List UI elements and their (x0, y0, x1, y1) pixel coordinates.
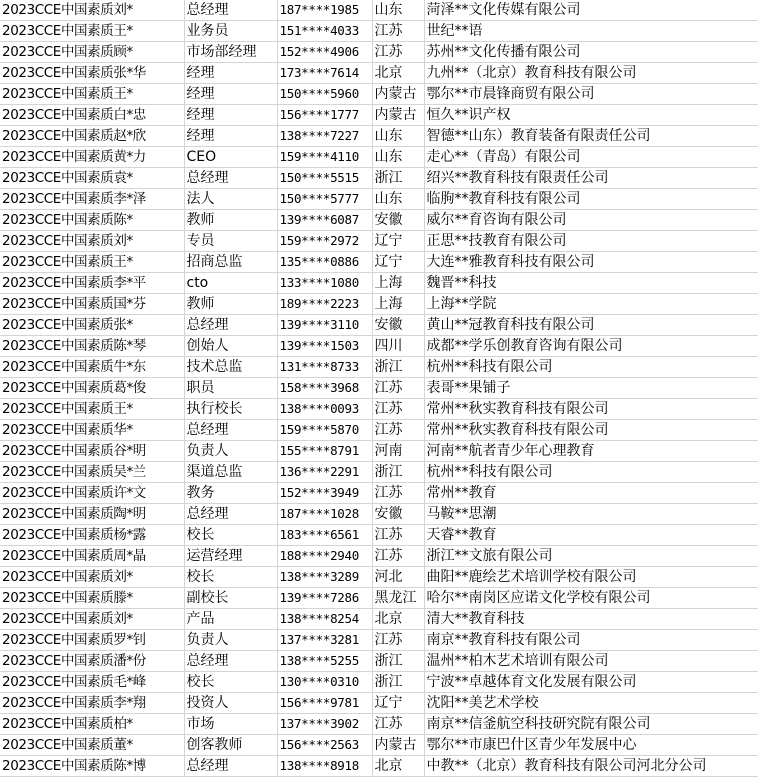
table-row (0, 756, 758, 777)
phone-cell[interactable]: 156****2563 (277, 735, 372, 756)
table-row (0, 147, 758, 168)
company-cell[interactable]: 威尔**育咨询有限公司 (424, 210, 758, 231)
phone-cell[interactable]: 151****4033 (277, 21, 372, 42)
attendee-cell[interactable]: 2023CCE中国素质李*平 (0, 273, 184, 294)
company-cell[interactable]: 中教**（北京）教育科技有限公司河北分公司 (424, 756, 758, 777)
province-cell[interactable]: 山东 (372, 126, 424, 147)
phone-cell[interactable]: 130****0310 (277, 672, 372, 693)
attendee-cell[interactable]: 2023CCE中国素质罗*钊 (0, 630, 184, 651)
attendee-cell[interactable]: 2023CCE中国素质陈*琴 (0, 336, 184, 357)
attendee-cell[interactable]: 2023CCE中国素质张*华 (0, 63, 184, 84)
province-cell[interactable]: 四川 (372, 336, 424, 357)
title-cell[interactable]: 教师 (184, 210, 277, 231)
province-cell[interactable]: 安徽 (372, 315, 424, 336)
attendee-cell[interactable]: 2023CCE中国素质袁* (0, 168, 184, 189)
phone-cell[interactable]: 155****8791 (277, 441, 372, 462)
company-cell[interactable]: 河南**航者青少年心理教育 (424, 441, 758, 462)
title-cell[interactable]: 总经理 (184, 168, 277, 189)
title-cell[interactable]: 总经理 (184, 756, 277, 777)
title-cell[interactable]: 投资人 (184, 693, 277, 714)
table-row (0, 63, 758, 84)
table-row (0, 735, 758, 756)
phone-cell[interactable]: 159****5870 (277, 420, 372, 441)
phone-cell[interactable]: 138****8254 (277, 609, 372, 630)
phone-cell[interactable]: 137****3902 (277, 714, 372, 735)
attendee-cell[interactable]: 2023CCE中国素质谷*明 (0, 441, 184, 462)
title-cell[interactable]: CEO (184, 147, 277, 168)
province-cell[interactable]: 河北 (372, 567, 424, 588)
phone-cell[interactable]: 138****7227 (277, 126, 372, 147)
title-cell[interactable]: 经理 (184, 126, 277, 147)
phone-cell[interactable]: 183****6561 (277, 525, 372, 546)
company-cell[interactable]: 沈阳**美艺术学校 (424, 693, 758, 714)
company-cell[interactable]: 世纪**语 (424, 21, 758, 42)
company-cell[interactable]: 表哥**果铺子 (424, 378, 758, 399)
title-cell[interactable]: 市场部经理 (184, 42, 277, 63)
attendee-cell[interactable]: 2023CCE中国素质陈* (0, 210, 184, 231)
attendee-cell[interactable]: 2023CCE中国素质杨*露 (0, 525, 184, 546)
title-cell[interactable]: 总经理 (184, 315, 277, 336)
attendee-cell[interactable]: 2023CCE中国素质刘* (0, 609, 184, 630)
province-cell[interactable]: 上海 (372, 273, 424, 294)
attendee-cell[interactable]: 2023CCE中国素质张* (0, 315, 184, 336)
company-cell[interactable]: 天睿**教育 (424, 525, 758, 546)
title-cell[interactable]: 副校长 (184, 588, 277, 609)
phone-cell[interactable]: 150****5960 (277, 84, 372, 105)
province-cell[interactable]: 江苏 (372, 525, 424, 546)
phone-cell[interactable]: 159****4110 (277, 147, 372, 168)
title-cell[interactable]: 总经理 (184, 651, 277, 672)
title-cell[interactable]: 校长 (184, 567, 277, 588)
company-cell[interactable]: 魏晋**科技 (424, 273, 758, 294)
province-cell[interactable]: 上海 (372, 294, 424, 315)
company-cell[interactable]: 智德**山东）教育装备有限责任公司 (424, 126, 758, 147)
phone-cell[interactable]: 152****3949 (277, 483, 372, 504)
table-row (0, 693, 758, 714)
attendee-cell[interactable]: 2023CCE中国素质滕* (0, 588, 184, 609)
title-cell[interactable]: 专员 (184, 231, 277, 252)
province-cell[interactable]: 河南 (372, 441, 424, 462)
attendee-cell[interactable]: 2023CCE中国素质葛*俊 (0, 378, 184, 399)
company-cell[interactable]: 温州**柏木艺术培训有限公司 (424, 651, 758, 672)
table-row (0, 441, 758, 462)
table-row (0, 651, 758, 672)
company-cell[interactable]: 哈尔**南岗区应诺文化学校有限公司 (424, 588, 758, 609)
phone-cell[interactable]: 187****1028 (277, 504, 372, 525)
company-cell[interactable]: 浙江**文旅有限公司 (424, 546, 758, 567)
attendee-cell[interactable]: 2023CCE中国素质陈*博 (0, 756, 184, 777)
attendee-cell[interactable]: 2023CCE中国素质李*泽 (0, 189, 184, 210)
phone-cell[interactable]: 152****4906 (277, 42, 372, 63)
attendee-cell[interactable]: 2023CCE中国素质陶*明 (0, 504, 184, 525)
table-row (0, 546, 758, 567)
attendee-cell[interactable]: 2023CCE中国素质许*文 (0, 483, 184, 504)
table-row (0, 672, 758, 693)
province-cell[interactable]: 北京 (372, 63, 424, 84)
table-row (0, 168, 758, 189)
title-cell[interactable]: 职员 (184, 378, 277, 399)
phone-cell[interactable]: 158****3968 (277, 378, 372, 399)
phone-cell[interactable]: 159****2972 (277, 231, 372, 252)
attendee-cell[interactable]: 2023CCE中国素质顾* (0, 42, 184, 63)
attendee-cell[interactable]: 2023CCE中国素质刘* (0, 567, 184, 588)
title-cell[interactable]: 技术总监 (184, 357, 277, 378)
title-cell[interactable]: 教务 (184, 483, 277, 504)
company-cell[interactable]: 走心**（青岛）有限公司 (424, 147, 758, 168)
company-cell[interactable]: 曲阳**鹿绘艺术培训学校有限公司 (424, 567, 758, 588)
attendee-cell[interactable]: 2023CCE中国素质国*芬 (0, 294, 184, 315)
province-cell[interactable]: 浙江 (372, 168, 424, 189)
attendee-cell[interactable]: 2023CCE中国素质王* (0, 399, 184, 420)
table-row (0, 525, 758, 546)
province-cell[interactable]: 安徽 (372, 504, 424, 525)
province-cell[interactable]: 浙江 (372, 462, 424, 483)
attendee-cell[interactable]: 2023CCE中国素质刘* (0, 0, 184, 21)
phone-cell[interactable]: 188****2940 (277, 546, 372, 567)
company-cell[interactable]: 鄂尔**市晨锋商贸有限公司 (424, 84, 758, 105)
table-row (0, 273, 758, 294)
title-cell[interactable]: 教师 (184, 294, 277, 315)
table-row (0, 483, 758, 504)
company-cell[interactable]: 临朐**教育科技有限公司 (424, 189, 758, 210)
company-cell[interactable]: 清大**教育科技 (424, 609, 758, 630)
province-cell[interactable]: 江苏 (372, 378, 424, 399)
company-cell[interactable]: 鄂尔**市康巴什区青少年发展中心 (424, 735, 758, 756)
province-cell[interactable]: 北京 (372, 756, 424, 777)
attendee-cell[interactable]: 2023CCE中国素质毛*峰 (0, 672, 184, 693)
phone-cell[interactable]: 136****2291 (277, 462, 372, 483)
company-cell[interactable]: 常州**教育 (424, 483, 758, 504)
province-cell[interactable]: 江苏 (372, 42, 424, 63)
title-cell[interactable]: 创始人 (184, 336, 277, 357)
table-row (0, 42, 758, 63)
title-cell[interactable]: 渠道总监 (184, 462, 277, 483)
province-cell[interactable]: 江苏 (372, 420, 424, 441)
table-row (0, 252, 758, 273)
company-cell[interactable]: 菏泽**文化传媒有限公司 (424, 0, 758, 21)
phone-cell[interactable]: 187****1985 (277, 0, 372, 21)
province-cell[interactable]: 江苏 (372, 483, 424, 504)
attendee-cell[interactable]: 2023CCE中国素质柏* (0, 714, 184, 735)
title-cell[interactable]: 总经理 (184, 420, 277, 441)
title-cell[interactable]: 负责人 (184, 630, 277, 651)
table-row (0, 504, 758, 525)
phone-cell[interactable]: 139****1503 (277, 336, 372, 357)
phone-cell[interactable]: 139****3110 (277, 315, 372, 336)
phone-cell[interactable]: 131****8733 (277, 357, 372, 378)
attendee-cell[interactable]: 2023CCE中国素质李*翔 (0, 693, 184, 714)
phone-cell[interactable]: 138****5255 (277, 651, 372, 672)
province-cell[interactable]: 安徽 (372, 210, 424, 231)
attendee-cell[interactable]: 2023CCE中国素质王* (0, 21, 184, 42)
table-row (0, 294, 758, 315)
company-cell[interactable]: 常州**秋实教育科技有限公司 (424, 399, 758, 420)
province-cell[interactable]: 浙江 (372, 672, 424, 693)
company-cell[interactable]: 南京**信釜航空科技研究院有限公司 (424, 714, 758, 735)
province-cell[interactable]: 辽宁 (372, 231, 424, 252)
company-cell[interactable]: 大连**雅教育科技有限公司 (424, 252, 758, 273)
attendee-cell[interactable]: 2023CCE中国素质白*忠 (0, 105, 184, 126)
province-cell[interactable]: 辽宁 (372, 252, 424, 273)
title-cell[interactable]: 负责人 (184, 441, 277, 462)
phone-cell[interactable]: 133****1080 (277, 273, 372, 294)
province-cell[interactable]: 江苏 (372, 630, 424, 651)
company-cell[interactable]: 黄山**冠教育科技有限公司 (424, 315, 758, 336)
table-row (0, 567, 758, 588)
phone-cell[interactable]: 156****9781 (277, 693, 372, 714)
phone-cell[interactable]: 150****5777 (277, 189, 372, 210)
province-cell[interactable]: 浙江 (372, 651, 424, 672)
table-row (0, 210, 758, 231)
title-cell[interactable]: 业务员 (184, 21, 277, 42)
title-cell[interactable]: 运营经理 (184, 546, 277, 567)
phone-cell[interactable]: 138****8918 (277, 756, 372, 777)
phone-cell[interactable]: 138****0093 (277, 399, 372, 420)
title-cell[interactable]: 校长 (184, 525, 277, 546)
title-cell[interactable]: 总经理 (184, 504, 277, 525)
company-cell[interactable]: 宁波**卓越体育文化发展有限公司 (424, 672, 758, 693)
table-row (0, 420, 758, 441)
table-row (0, 231, 758, 252)
phone-cell[interactable]: 139****7286 (277, 588, 372, 609)
phone-cell[interactable]: 138****3289 (277, 567, 372, 588)
table-row (0, 126, 758, 147)
phone-cell[interactable]: 139****6087 (277, 210, 372, 231)
company-cell[interactable]: 正思**技教育有限公司 (424, 231, 758, 252)
title-cell[interactable]: 招商总监 (184, 252, 277, 273)
title-cell[interactable]: 产品 (184, 609, 277, 630)
attendee-cell[interactable]: 2023CCE中国素质赵*欣 (0, 126, 184, 147)
attendee-cell[interactable]: 2023CCE中国素质董* (0, 735, 184, 756)
company-cell[interactable]: 上海**学院 (424, 294, 758, 315)
table-row (0, 336, 758, 357)
table-row (0, 21, 758, 42)
company-cell[interactable]: 杭州**科技有限公司 (424, 357, 758, 378)
company-cell[interactable]: 绍兴**教育科技有限责任公司 (424, 168, 758, 189)
title-cell[interactable]: cto (184, 273, 277, 294)
province-cell[interactable]: 山东 (372, 0, 424, 21)
title-cell[interactable]: 创客教师 (184, 735, 277, 756)
table-row (0, 315, 758, 336)
province-cell[interactable]: 内蒙古 (372, 105, 424, 126)
company-cell[interactable]: 杭州**科技有限公司 (424, 462, 758, 483)
company-cell[interactable]: 常州**秋实教育科技有限公司 (424, 420, 758, 441)
title-cell[interactable]: 总经理 (184, 0, 277, 21)
table-row (0, 189, 758, 210)
attendee-cell[interactable]: 2023CCE中国素质黄*力 (0, 147, 184, 168)
company-cell[interactable]: 南京**教育科技有限公司 (424, 630, 758, 651)
table-row (0, 630, 758, 651)
table-row (0, 609, 758, 630)
company-cell[interactable]: 马鞍**思潮 (424, 504, 758, 525)
attendee-cell[interactable]: 2023CCE中国素质潘*份 (0, 651, 184, 672)
attendee-cell[interactable]: 2023CCE中国素质王* (0, 252, 184, 273)
province-cell[interactable]: 江苏 (372, 399, 424, 420)
province-cell[interactable]: 内蒙古 (372, 735, 424, 756)
title-cell[interactable]: 经理 (184, 105, 277, 126)
attendee-cell[interactable]: 2023CCE中国素质王* (0, 84, 184, 105)
phone-cell[interactable]: 150****5515 (277, 168, 372, 189)
attendee-cell[interactable]: 2023CCE中国素质吴*兰 (0, 462, 184, 483)
province-cell[interactable]: 浙江 (372, 357, 424, 378)
phone-cell[interactable]: 189****2223 (277, 294, 372, 315)
province-cell[interactable]: 江苏 (372, 714, 424, 735)
phone-cell[interactable]: 156****1777 (277, 105, 372, 126)
company-cell[interactable]: 苏州**文化传播有限公司 (424, 42, 758, 63)
title-cell[interactable]: 执行校长 (184, 399, 277, 420)
province-cell[interactable]: 江苏 (372, 546, 424, 567)
company-cell[interactable]: 恒久**识产权 (424, 105, 758, 126)
table-row (0, 357, 758, 378)
phone-cell[interactable]: 173****7614 (277, 63, 372, 84)
attendee-cell[interactable]: 2023CCE中国素质刘* (0, 231, 184, 252)
phone-cell[interactable]: 135****0886 (277, 252, 372, 273)
phone-cell[interactable]: 137****3281 (277, 630, 372, 651)
province-cell[interactable]: 黑龙江 (372, 588, 424, 609)
table-row (0, 714, 758, 735)
table-row (0, 462, 758, 483)
title-cell[interactable]: 市场 (184, 714, 277, 735)
attendee-cell[interactable]: 2023CCE中国素质华* (0, 420, 184, 441)
table-row (0, 378, 758, 399)
province-cell[interactable]: 山东 (372, 147, 424, 168)
title-cell[interactable]: 经理 (184, 84, 277, 105)
attendee-cell[interactable]: 2023CCE中国素质周*晶 (0, 546, 184, 567)
province-cell[interactable]: 辽宁 (372, 693, 424, 714)
province-cell[interactable]: 内蒙古 (372, 84, 424, 105)
title-cell[interactable]: 校长 (184, 672, 277, 693)
province-cell[interactable]: 江苏 (372, 21, 424, 42)
table-row (0, 84, 758, 105)
table-row (0, 588, 758, 609)
table-row (0, 105, 758, 126)
title-cell[interactable]: 经理 (184, 63, 277, 84)
attendee-cell[interactable]: 2023CCE中国素质牛*东 (0, 357, 184, 378)
table-row (0, 0, 758, 21)
province-cell[interactable]: 山东 (372, 189, 424, 210)
company-cell[interactable]: 九州**（北京）教育科技有限公司 (424, 63, 758, 84)
company-cell[interactable]: 成都**学乐创教育咨询有限公司 (424, 336, 758, 357)
table-row (0, 399, 758, 420)
province-cell[interactable]: 北京 (372, 609, 424, 630)
title-cell[interactable]: 法人 (184, 189, 277, 210)
